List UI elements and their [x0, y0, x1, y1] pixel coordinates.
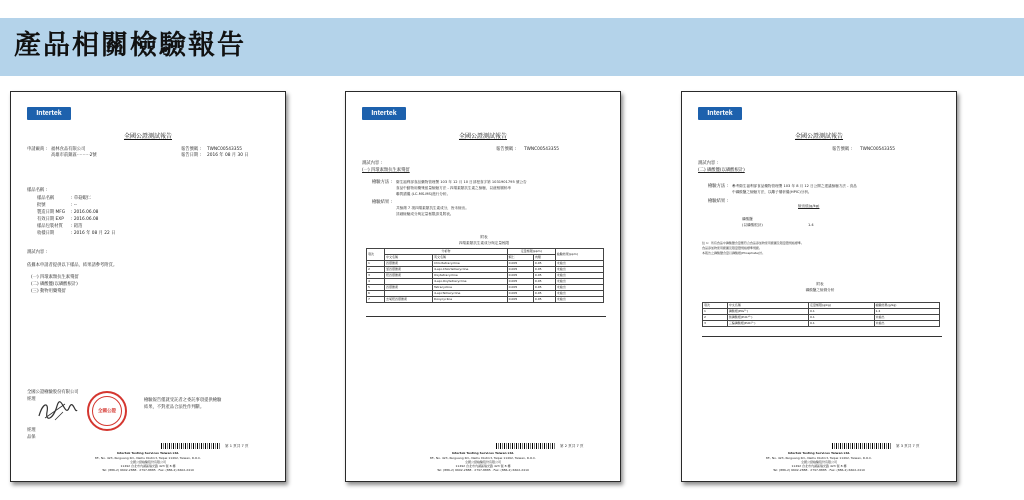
table-row [367, 297, 604, 303]
method-line: 聯質譜儀 (LC-MS-MS)進行分析。 [396, 192, 451, 196]
table-cell: 4-epi-Tetracycline [433, 291, 508, 297]
footer-address-zh: 11492 台北市內湖區瑞光路 423 號 8 樓 [120, 464, 176, 468]
intertek-logo: Intertek [362, 107, 406, 120]
result-label: 檢驗結果 : [708, 199, 729, 204]
table-cell: 0.005 [507, 261, 533, 267]
table-header-cell: 中文名稱 [727, 303, 808, 309]
seal-text: 全國公證 [98, 409, 116, 414]
signer-label: 經理 [27, 428, 36, 433]
table-cell: 6 [367, 291, 385, 297]
table-cell: 1 [367, 261, 385, 267]
seal-ring [92, 396, 122, 426]
table-cell: 3 [367, 273, 385, 279]
sample-row-label: 樣品名稱 [37, 196, 55, 201]
test-intro: 依據本申請者提供以下樣品，結果請參考附頁。 [27, 263, 118, 268]
table-cell: 3 [703, 321, 728, 327]
table-header-cell: 肉類 [533, 255, 555, 261]
method-line: 衛生福利部食品藥物管理署 103 年 12 月 10 日部授食字第 1031901795 號公告 [396, 180, 527, 184]
table-cell: 未檢出 [555, 261, 603, 267]
result-line: 詳細檢驗成分與定量極限請見附表。 [396, 212, 454, 216]
table-cell: 0.05 [533, 261, 555, 267]
signer-label: 經理 [27, 397, 36, 402]
sample-row-label: 樣品包裝材質 [37, 224, 63, 229]
table-caption: 附表 [480, 235, 488, 239]
table-header-cell: 定量極限(g/kg) [809, 303, 874, 309]
sample-heading: 樣品名稱 : [27, 188, 48, 193]
report-page-1[interactable] [10, 91, 286, 482]
footer-address-zh: 11492 台北市內湖區瑞光路 423 號 8 樓 [455, 464, 511, 468]
section-title: (一) 四環素類抗生素殘留 [362, 168, 410, 173]
company-seal [87, 391, 127, 431]
table-header-cell: 英文名稱 [433, 255, 508, 261]
table-header-cell: 項次 [367, 249, 385, 261]
report-number: TWNC00543355 [207, 147, 242, 152]
table-cell: 0.005 [507, 273, 533, 279]
table-cell: Chlortetracycline [433, 261, 508, 267]
company-label: 全國公證檢驗股份有限公司 [27, 390, 79, 395]
sample-row-label: 製造日期 MFG [37, 210, 66, 215]
table-cell: 4-epi-Chlortetracycline [433, 267, 508, 273]
table-cell: 未檢出 [555, 279, 603, 285]
table-cell: 2 [703, 315, 728, 321]
result-line: 共檢測 7 項四環素類抗生素成分，皆未檢出。 [396, 206, 469, 210]
tetracycline-table [366, 248, 604, 303]
sample-row-value: : 草菇蝦仁 [71, 196, 92, 201]
note-line: 註 1：所有食品中磷酸鹽含量應符合食品添加物使用範圍及限量暨規格標準。 [702, 241, 804, 245]
report-page-3[interactable] [681, 91, 957, 482]
report-number: TWNC00543355 [860, 147, 895, 152]
result-row-label: 磷酸鹽 [742, 217, 753, 221]
table-cell: 0.05 [533, 279, 555, 285]
table-cell: 四環黴素 [385, 261, 433, 267]
page-number: 第 1 頁共 7 頁 [225, 444, 249, 448]
sample-row-label: 有效日期 EXP [37, 217, 64, 222]
result-row-label: (以磷酸根計) [742, 223, 763, 227]
table-cell: 0.005 [507, 267, 533, 273]
footer-company-en: Intertek Testing Services Taiwan Ltd. [116, 451, 180, 455]
signer2-label: 品保 [27, 435, 36, 440]
report-number-label: 報告號碼 : [832, 147, 853, 152]
table-cell: 0.005 [507, 297, 533, 303]
sample-row-value: : 2016.06.08 [71, 217, 99, 222]
table-cell: 四環黴素 [385, 285, 433, 291]
test-item: (三) 動物用藥殘留 [31, 289, 66, 294]
table-header-cell: 檢驗結果(ppm) [555, 249, 603, 261]
disclaimer-line: 結果，不對產品合法性作判斷。 [144, 405, 205, 410]
page-number: 第 2 頁共 7 頁 [560, 444, 584, 448]
note-line: 食品添加物使用範圍及限量暨規格標準規範。 [702, 246, 763, 250]
table-header-cell: 項次 [703, 303, 728, 309]
method-label: 檢驗方法 : [372, 180, 393, 185]
table-cell: 4 [367, 279, 385, 285]
sample-row-label: 批號 [37, 203, 46, 208]
barcode [161, 443, 221, 449]
table-cell: 未檢出 [555, 291, 603, 297]
note-line: 本報告之磷酸鹽含量以磷酸根(Phosphate)計。 [702, 251, 766, 255]
result-column-header: 檢出值(g/kg) [798, 204, 820, 208]
table-cell: 0.1 [809, 309, 874, 315]
table-cell: 去氧羥四環黴素 [385, 297, 433, 303]
table-cell: 未檢出 [555, 273, 603, 279]
section-title: (二) 磷酸鹽(以磷酸根計) [698, 168, 745, 173]
report-number-label: 報告號碼 : [496, 147, 517, 152]
signature-image [35, 398, 79, 424]
table-cell: Tetracycline [433, 285, 508, 291]
page-number: 第 3 頁共 7 頁 [896, 444, 920, 448]
client-address: 高雄市前鎮區⋯⋯⋯2號 [51, 153, 97, 158]
report-page-2[interactable] [345, 91, 621, 482]
table-cell: 焦磷酸根(P₂O₇⁴⁻) [727, 315, 808, 321]
footer-phone: Tel: (886-2) 6602-2888 · 2797-8885 · Fax: (886-2) 6602-2410 [102, 468, 194, 472]
table-cell: 0.05 [533, 273, 555, 279]
table-cell: 未檢出 [874, 321, 940, 327]
footer-address-en: 8F., No. 423, Ruiguang Rd., Neihu District, Taipei 11492, Taiwan, R.O.C. [94, 456, 202, 460]
sample-row-value: : 2016.06.08 [71, 210, 99, 215]
footer-company-en: Intertek Testing Services Taiwan Ltd. [451, 451, 515, 455]
table-cell: 未檢出 [874, 315, 940, 321]
table-cell: 磷酸根(PO₄³⁻) [727, 309, 808, 315]
table-cell: 7 [367, 297, 385, 303]
test-item: (一) 四環素類抗生素殘留 [31, 275, 79, 280]
report-date-label: 報告日期 : [181, 153, 202, 158]
footer-company-zh: 全國公證檢驗股份有限公司 [800, 460, 837, 464]
footer-phone: Tel: (886-2) 6602-2888 · 2797-8885 · Fax: (886-2) 6602-2410 [437, 468, 529, 472]
table-subcaption: 磷酸鹽之檢測分析 [805, 288, 835, 292]
table-cell: 2 [367, 267, 385, 273]
table-header-cell: 中文名稱 [385, 255, 433, 261]
table-cell: 5 [367, 285, 385, 291]
table-cell: 0.005 [507, 291, 533, 297]
table-cell: 0.05 [533, 297, 555, 303]
client-name: 福林食品有限公司 [51, 147, 86, 152]
method-label: 檢驗方法 : [708, 184, 729, 189]
table-cell: 1.4 [874, 309, 940, 315]
table-cell: 0.05 [533, 267, 555, 273]
client-label: 申請廠商 : [27, 147, 48, 152]
table-cell: Doxycycline [433, 297, 508, 303]
table-cell: 0.05 [533, 285, 555, 291]
table-cell: 羥四環黴素 [385, 273, 433, 279]
method-line: 中磷酸鹽之檢驗方法，以離子層析儀(HPIC)分析。 [732, 190, 812, 194]
table-subcaption: 四環素類抗生素成分與定量極限 [458, 241, 510, 245]
table-cell: 未檢出 [555, 297, 603, 303]
barcode [496, 443, 556, 449]
table-cell: 三偏磷酸根(P₃O₉³⁻) [727, 321, 808, 327]
table-cell: 4-epi-Oxytetracycline [433, 279, 508, 285]
intertek-logo: Intertek [698, 107, 742, 120]
table-header-cell: 定量極限(ppm) [507, 249, 555, 255]
sample-row-value: : -- [71, 203, 77, 208]
report-number-label: 報告號碼 : [181, 147, 202, 152]
footer-phone: Tel: (886-2) 6602-2888 · 2797-8885 · Fax: (886-2) 6602-2410 [773, 468, 865, 472]
table-cell: 未檢出 [555, 267, 603, 273]
table-row [703, 321, 940, 327]
section-heading: 測試內容 : [698, 161, 719, 166]
footer-company-zh: 全國公證檢驗股份有限公司 [464, 460, 501, 464]
intertek-logo: Intertek [27, 107, 71, 120]
sample-row-label: 收樣日期 [37, 231, 55, 236]
table-header-cell: 蝦仁 [507, 255, 533, 261]
table-end-rule [366, 316, 606, 317]
test-heading: 測試內容 : [27, 250, 48, 255]
test-item: (二) 磷酸鹽(以磷酸根計) [31, 282, 78, 287]
table-cell: 未檢出 [555, 285, 603, 291]
table-end-rule [702, 336, 942, 337]
method-line: 食品中動物用藥殘留量檢驗方法 - 四環素類抗生素之檢驗，以液相層析串 [396, 186, 511, 190]
sample-row-value: : 2016 年 08 月 22 日 [71, 231, 116, 236]
section-heading: 測試內容 : [362, 161, 383, 166]
footer-address-zh: 11492 台北市內湖區瑞光路 423 號 8 樓 [791, 464, 847, 468]
table-caption: 附表 [816, 282, 824, 286]
sample-row-value: : 鋁箔 [71, 224, 83, 229]
table-header-cell: 檢驗結果(g/kg) [874, 303, 940, 309]
table-header-cell: 分析物 [385, 249, 508, 255]
report-number: TWNC00543355 [524, 147, 559, 152]
table-cell: 氯四環黴素 [385, 267, 433, 273]
barcode [832, 443, 892, 449]
footer-address-en: 8F., No. 423, Ruiguang Rd., Neihu District, Taipei 11492, Taiwan, R.O.C. [429, 456, 537, 460]
footer-company-zh: 全國公證檢驗股份有限公司 [129, 460, 166, 464]
footer-company-en: Intertek Testing Services Taiwan Ltd. [787, 451, 851, 455]
banner [0, 18, 1024, 76]
method-line: 參考衛生福利部食品藥物管理署 103 年 8 月 12 日公開之建議檢驗方法 - 食品 [732, 184, 857, 188]
document-title: 全國公證測試報告 [123, 133, 172, 140]
document-title: 全國公證測試報告 [794, 133, 843, 140]
phosphate-table [702, 302, 940, 327]
table-cell: 0.1 [809, 315, 874, 321]
table-cell: 1 [703, 309, 728, 315]
footer-address-en: 8F., No. 423, Ruiguang Rd., Neihu District, Taipei 11492, Taiwan, R.O.C. [765, 456, 873, 460]
table-cell: 0.05 [533, 291, 555, 297]
disclaimer-line: 檢驗報告僅就受託者之委託事項提供檢驗 [144, 398, 222, 403]
table-cell: 0.005 [507, 285, 533, 291]
table-cell: 0.1 [809, 321, 874, 327]
result-row-value: 1.4 [808, 223, 814, 227]
table-cell: 0.005 [507, 279, 533, 285]
result-label: 檢驗結果 : [372, 200, 393, 205]
report-date: 2016 年 08 月 30 日 [207, 153, 249, 158]
banner-title: 產品相關檢驗報告 [14, 30, 246, 61]
table-cell: Oxytetracycline [433, 273, 508, 279]
document-title: 全國公證測試報告 [458, 133, 507, 140]
